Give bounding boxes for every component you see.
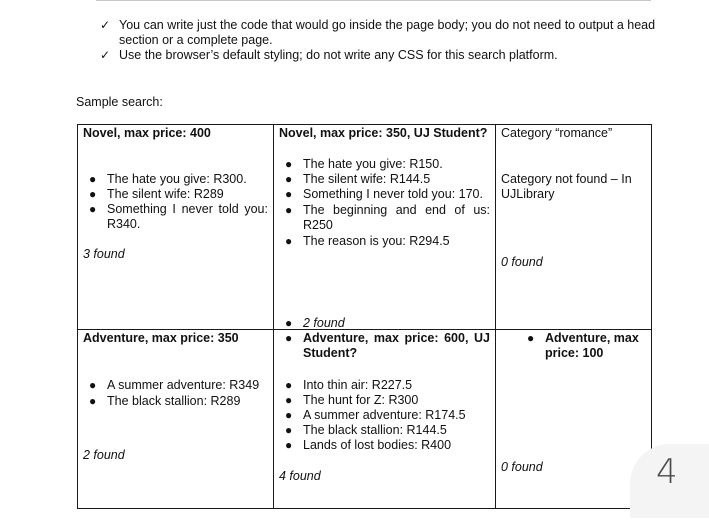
found-count: 2 found (83, 448, 125, 462)
search-query: ● Adventure, max price: 100 (527, 331, 639, 360)
found-count: 3 found (83, 247, 125, 261)
page-number: 4 (656, 452, 678, 492)
table-cell (78, 330, 273, 508)
result-list (501, 331, 646, 361)
search-query: Novel, max price: 400 (83, 126, 211, 140)
result-item: ● The silent wife: R144.5 (285, 172, 431, 186)
instruction-item: ✓ Use the browser’s default styling; do not write any CSS for this search platform. (100, 48, 558, 62)
result-item: ● The hate you give: R150. (285, 157, 443, 171)
result-item: ● Lands of lost bodies: R400 (285, 438, 452, 452)
result-list (83, 172, 268, 232)
result-item: ● The silent wife: R289 (89, 187, 224, 201)
search-query: Adventure, max price: 350 (83, 331, 239, 345)
result-item: ● Something I never told you: 170. (285, 187, 483, 201)
table-cell (274, 125, 495, 329)
result-item: ● The beginning and end of us: R250 (285, 203, 490, 232)
table-cell (274, 315, 495, 508)
table-cell (496, 330, 651, 508)
result-item: ● Something I never told you: R340. (89, 202, 268, 231)
table-cell (78, 125, 273, 329)
result-item: ● Into thin air: R227.5 (285, 378, 413, 392)
sample-search-caption: Sample search: (76, 95, 163, 109)
search-query: Novel, max price: 350, UJ Student? (279, 126, 488, 140)
found-count: 0 found (501, 255, 543, 269)
search-query: Category “romance” (501, 126, 613, 140)
result-item: ● The hunt for Z: R300 (285, 393, 419, 407)
result-list (279, 378, 490, 453)
instruction-list (100, 18, 660, 63)
result-item: ● The hate you give: R300. (89, 172, 247, 186)
found-count: 0 found (501, 460, 543, 474)
checkmark-icon: ✓ (100, 48, 111, 62)
result-item: ● The black stallion: R144.5 (285, 423, 447, 437)
top-rule (96, 0, 651, 1)
result-list (279, 157, 490, 249)
result-list (279, 316, 490, 361)
search-query: ● Adventure, max price: 600, UJ Student? (285, 331, 490, 360)
table-border-bottom (77, 508, 652, 509)
result-list (83, 378, 268, 409)
instruction-item: ✓ You can write just the code that would go inside the page body; you do not need to output a head section or a complete page. (100, 18, 656, 47)
table-cell (496, 125, 651, 329)
result-item: ● The reason is you: R294.5 (285, 234, 450, 248)
result-item: ● The black stallion: R289 (89, 394, 241, 408)
result-item: ● A summer adventure: R174.5 (285, 408, 466, 422)
found-count: ● 2 found (285, 316, 345, 330)
result-item: ● A summer adventure: R349 (89, 378, 260, 392)
checkmark-icon: ✓ (100, 18, 111, 32)
result-message: Category not found – In UJLibrary (501, 172, 632, 201)
found-count: 4 found (279, 469, 321, 483)
